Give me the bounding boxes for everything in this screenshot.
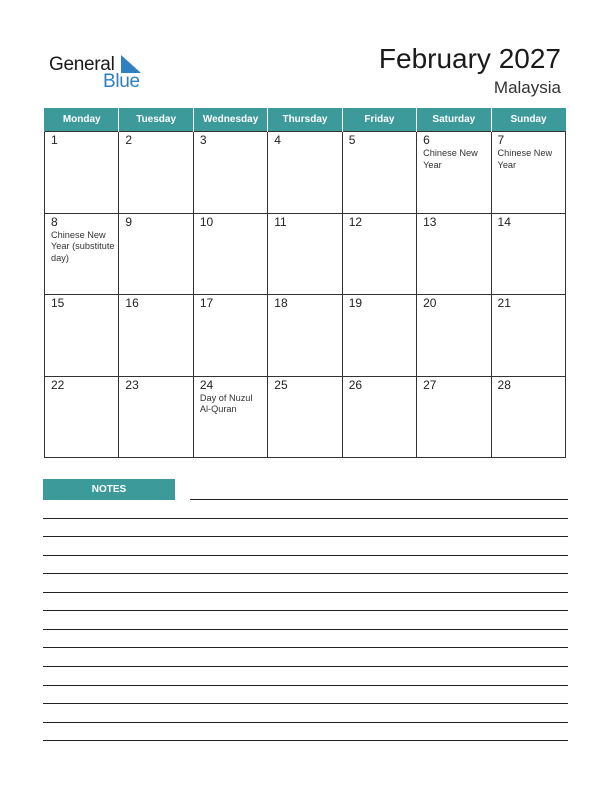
week-row [45, 132, 566, 214]
day-cell [491, 376, 565, 458]
day-cell [119, 132, 193, 214]
day-cell [417, 213, 491, 295]
week-row [45, 376, 566, 458]
day-number: 17 [199, 296, 214, 310]
logo [49, 52, 159, 96]
day-number: 16 [125, 296, 139, 310]
day-cell [268, 132, 342, 214]
notes-line [43, 573, 568, 574]
day-number: 19 [348, 296, 363, 310]
day-number: 5 [348, 133, 356, 147]
day-cell [342, 376, 416, 458]
day-number: 25 [274, 377, 288, 392]
page-title: February 2027 [378, 43, 561, 74]
day-cell [268, 213, 342, 295]
day-number: 26 [348, 377, 363, 392]
week-row [45, 213, 566, 295]
day-cell [45, 376, 119, 458]
holiday-label: Chinese New Year (substitute day) [51, 229, 115, 263]
notes-line [43, 629, 568, 630]
day-number: 12 [348, 214, 363, 229]
weekday-header: Monday [45, 108, 119, 132]
day-number: 1 [51, 133, 58, 147]
day-cell [342, 213, 416, 295]
weekday-header: Thursday [268, 108, 342, 132]
day-number: 27 [423, 377, 437, 392]
day-cell [417, 295, 491, 377]
day-number: 24 [199, 377, 214, 392]
day-number: 4 [274, 133, 281, 147]
week-row [45, 295, 566, 377]
notes-line [43, 685, 568, 686]
holiday-label: Day of Nuzul Al-Quran [199, 392, 253, 414]
day-number: 7 [497, 133, 505, 147]
notes-line [43, 666, 568, 667]
day-cell [45, 295, 119, 377]
day-cell [417, 376, 491, 458]
weekday-header: Saturday [417, 108, 491, 132]
notes-line [43, 518, 568, 519]
day-number: 8 [51, 214, 58, 229]
day-number: 21 [497, 296, 511, 310]
logo-general-text: General [49, 54, 115, 75]
day-cell [268, 376, 342, 458]
day-number: 20 [423, 296, 437, 310]
notes-line [43, 536, 568, 537]
holiday-label: Chinese New Year [423, 148, 478, 170]
holiday-label: Chinese New Year [497, 148, 553, 170]
notes-line [43, 703, 568, 704]
day-cell [119, 376, 193, 458]
country-label: Malaysia [493, 78, 561, 97]
day-number: 3 [199, 133, 207, 147]
day-number: 28 [497, 377, 511, 392]
day-cell [268, 295, 342, 377]
day-number: 14 [497, 214, 511, 229]
day-number: 15 [51, 296, 65, 310]
day-cell [193, 132, 267, 214]
notes-line [43, 722, 568, 723]
weekday-header: Friday [342, 108, 416, 132]
day-number: 2 [125, 133, 133, 147]
day-cell [342, 132, 416, 214]
notes-header: NOTES [43, 479, 175, 500]
day-number: 18 [274, 296, 288, 310]
day-cell [491, 213, 565, 295]
day-cell [342, 295, 416, 377]
day-cell [193, 213, 267, 295]
day-number: 10 [199, 214, 214, 229]
notes-line [43, 740, 568, 741]
logo-blue-text: Blue [103, 71, 140, 92]
notes-line [43, 592, 568, 593]
day-number: 11 [274, 214, 287, 229]
notes-line [43, 555, 568, 556]
day-cell [417, 132, 491, 214]
notes-line [43, 647, 568, 648]
day-cell [193, 295, 267, 377]
day-cell [45, 132, 119, 214]
day-cell [45, 213, 119, 295]
day-cell [193, 376, 267, 458]
day-cell [119, 295, 193, 377]
weekday-header-row [45, 108, 566, 132]
notes-line [43, 610, 568, 611]
day-number: 23 [125, 377, 139, 392]
notes-line [190, 499, 568, 500]
day-number: 22 [51, 377, 65, 392]
weekday-header: Wednesday [193, 108, 267, 132]
day-number: 6 [423, 133, 430, 147]
day-cell [119, 213, 193, 295]
calendar-grid [44, 108, 566, 458]
day-number: 9 [125, 214, 133, 229]
weekday-header: Sunday [491, 108, 565, 132]
day-cell [491, 132, 565, 214]
day-number: 13 [423, 214, 437, 229]
weekday-header: Tuesday [119, 108, 193, 132]
day-cell [491, 295, 565, 377]
